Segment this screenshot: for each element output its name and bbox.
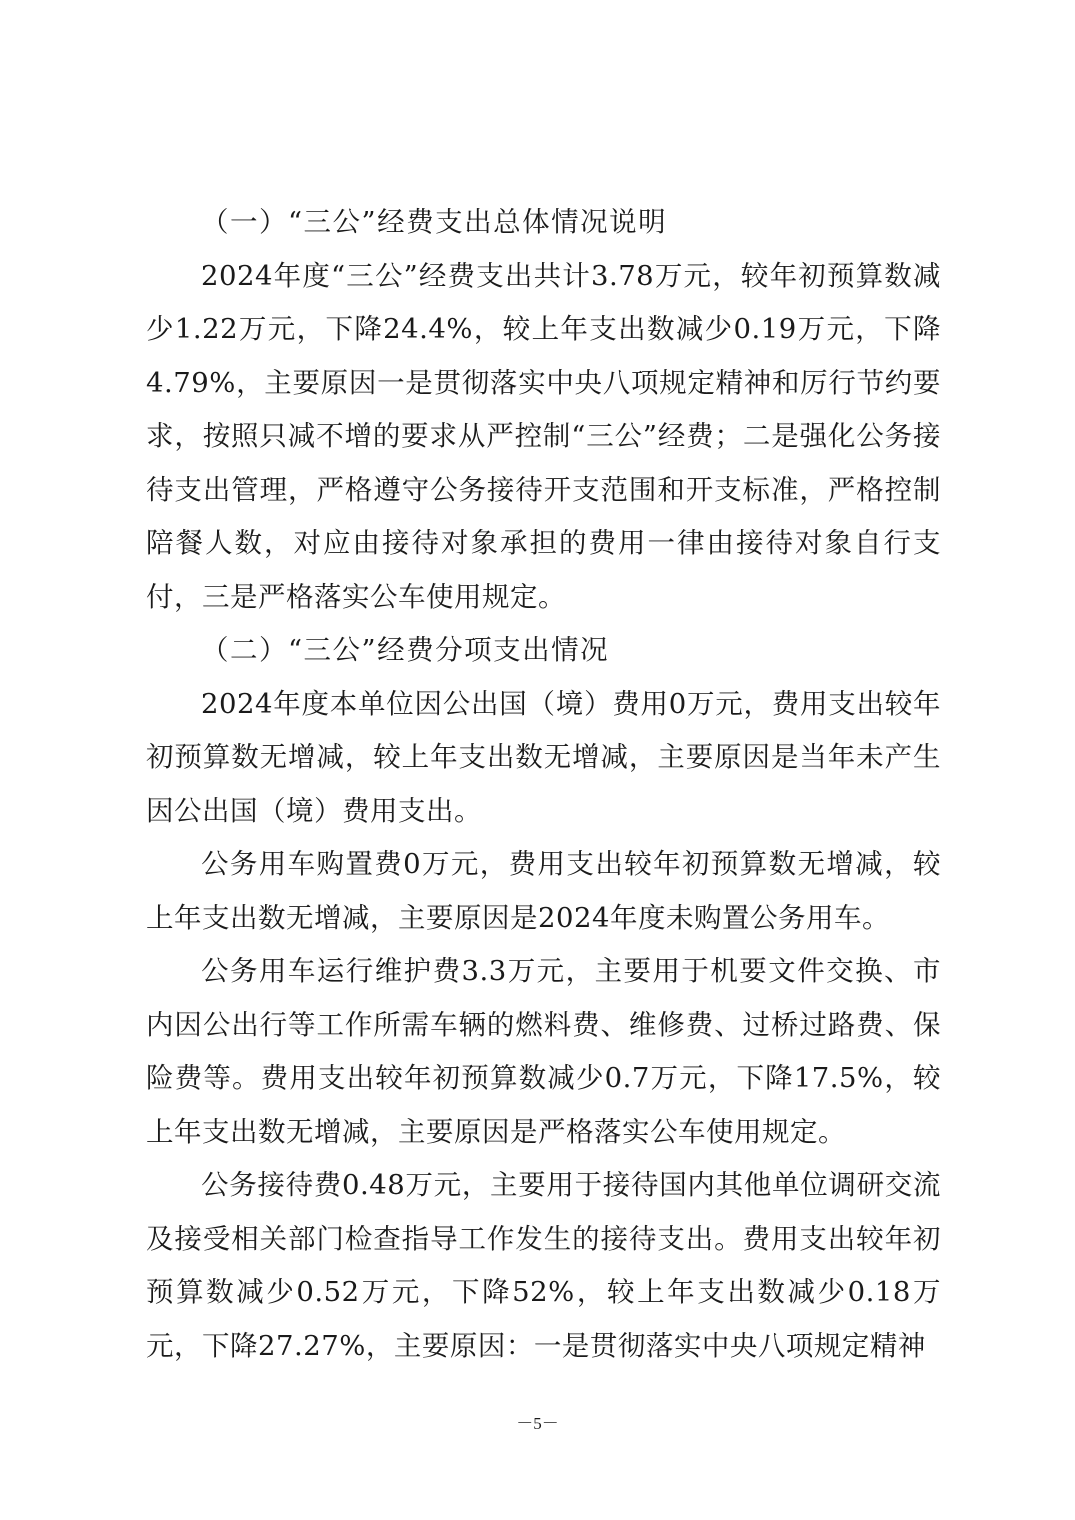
paragraph-vehicle-purchase: 公务用车购置费0万元，费用支出较年初预算数无增减，较上年支出数无增减，主要原因是2024年度未购置公务用车。 xyxy=(146,848,941,934)
section-heading-overall: （一）“三公”经费支出总体情况说明 xyxy=(201,206,668,238)
paragraph-overall-summary: 2024年度“三公”经费支出共计3.78万元，较年初预算数减少1.22万元，下降24.4%，较上年支出数减少0.19万元，下降4.79%，主要原因一是贯彻落实中央八项规定精神和厉行节约要求，按照只减不增的要求从严控制“三公”经费；二是强化公务接待支出管理，严格遵守公务接待开支范围和开支标准，严格控制陪餐人数，对应由接待对象承担的费用一律由接待对象自行支付，三是严格落实公车使用规定。 xyxy=(146,259,941,613)
paragraph-official-reception: 公务接待费0.48万元，主要用于接待国内其他单位调研交流及接受相关部门检查指导工作发生的接待支出。费用支出较年初预算数减少0.52万元，下降52%，较上年支出数减少0.18万元，下降27.27%，主要原因：一是贯彻落实中央八项规定精神 xyxy=(146,1169,941,1362)
page-number: －5－ xyxy=(516,1414,559,1433)
section-heading-itemized: （二）“三公”经费分项支出情况 xyxy=(201,634,610,666)
document-body xyxy=(146,196,941,1373)
paragraph-overseas-travel: 2024年度本单位因公出国（境）费用0万元，费用支出较年初预算数无增减，较上年支出数无增减，主要原因是当年未产生因公出国（境）费用支出。 xyxy=(146,687,941,827)
paragraph-vehicle-maintenance: 公务用车运行维护费3.3万元，主要用于机要文件交换、市内因公出行等工作所需车辆的燃料费、维修费、过桥过路费、保险费等。费用支出较年初预算数减少0.7万元，下降17.5%，较上年支出数无增减，主要原因是严格落实公车使用规定。 xyxy=(146,955,941,1148)
